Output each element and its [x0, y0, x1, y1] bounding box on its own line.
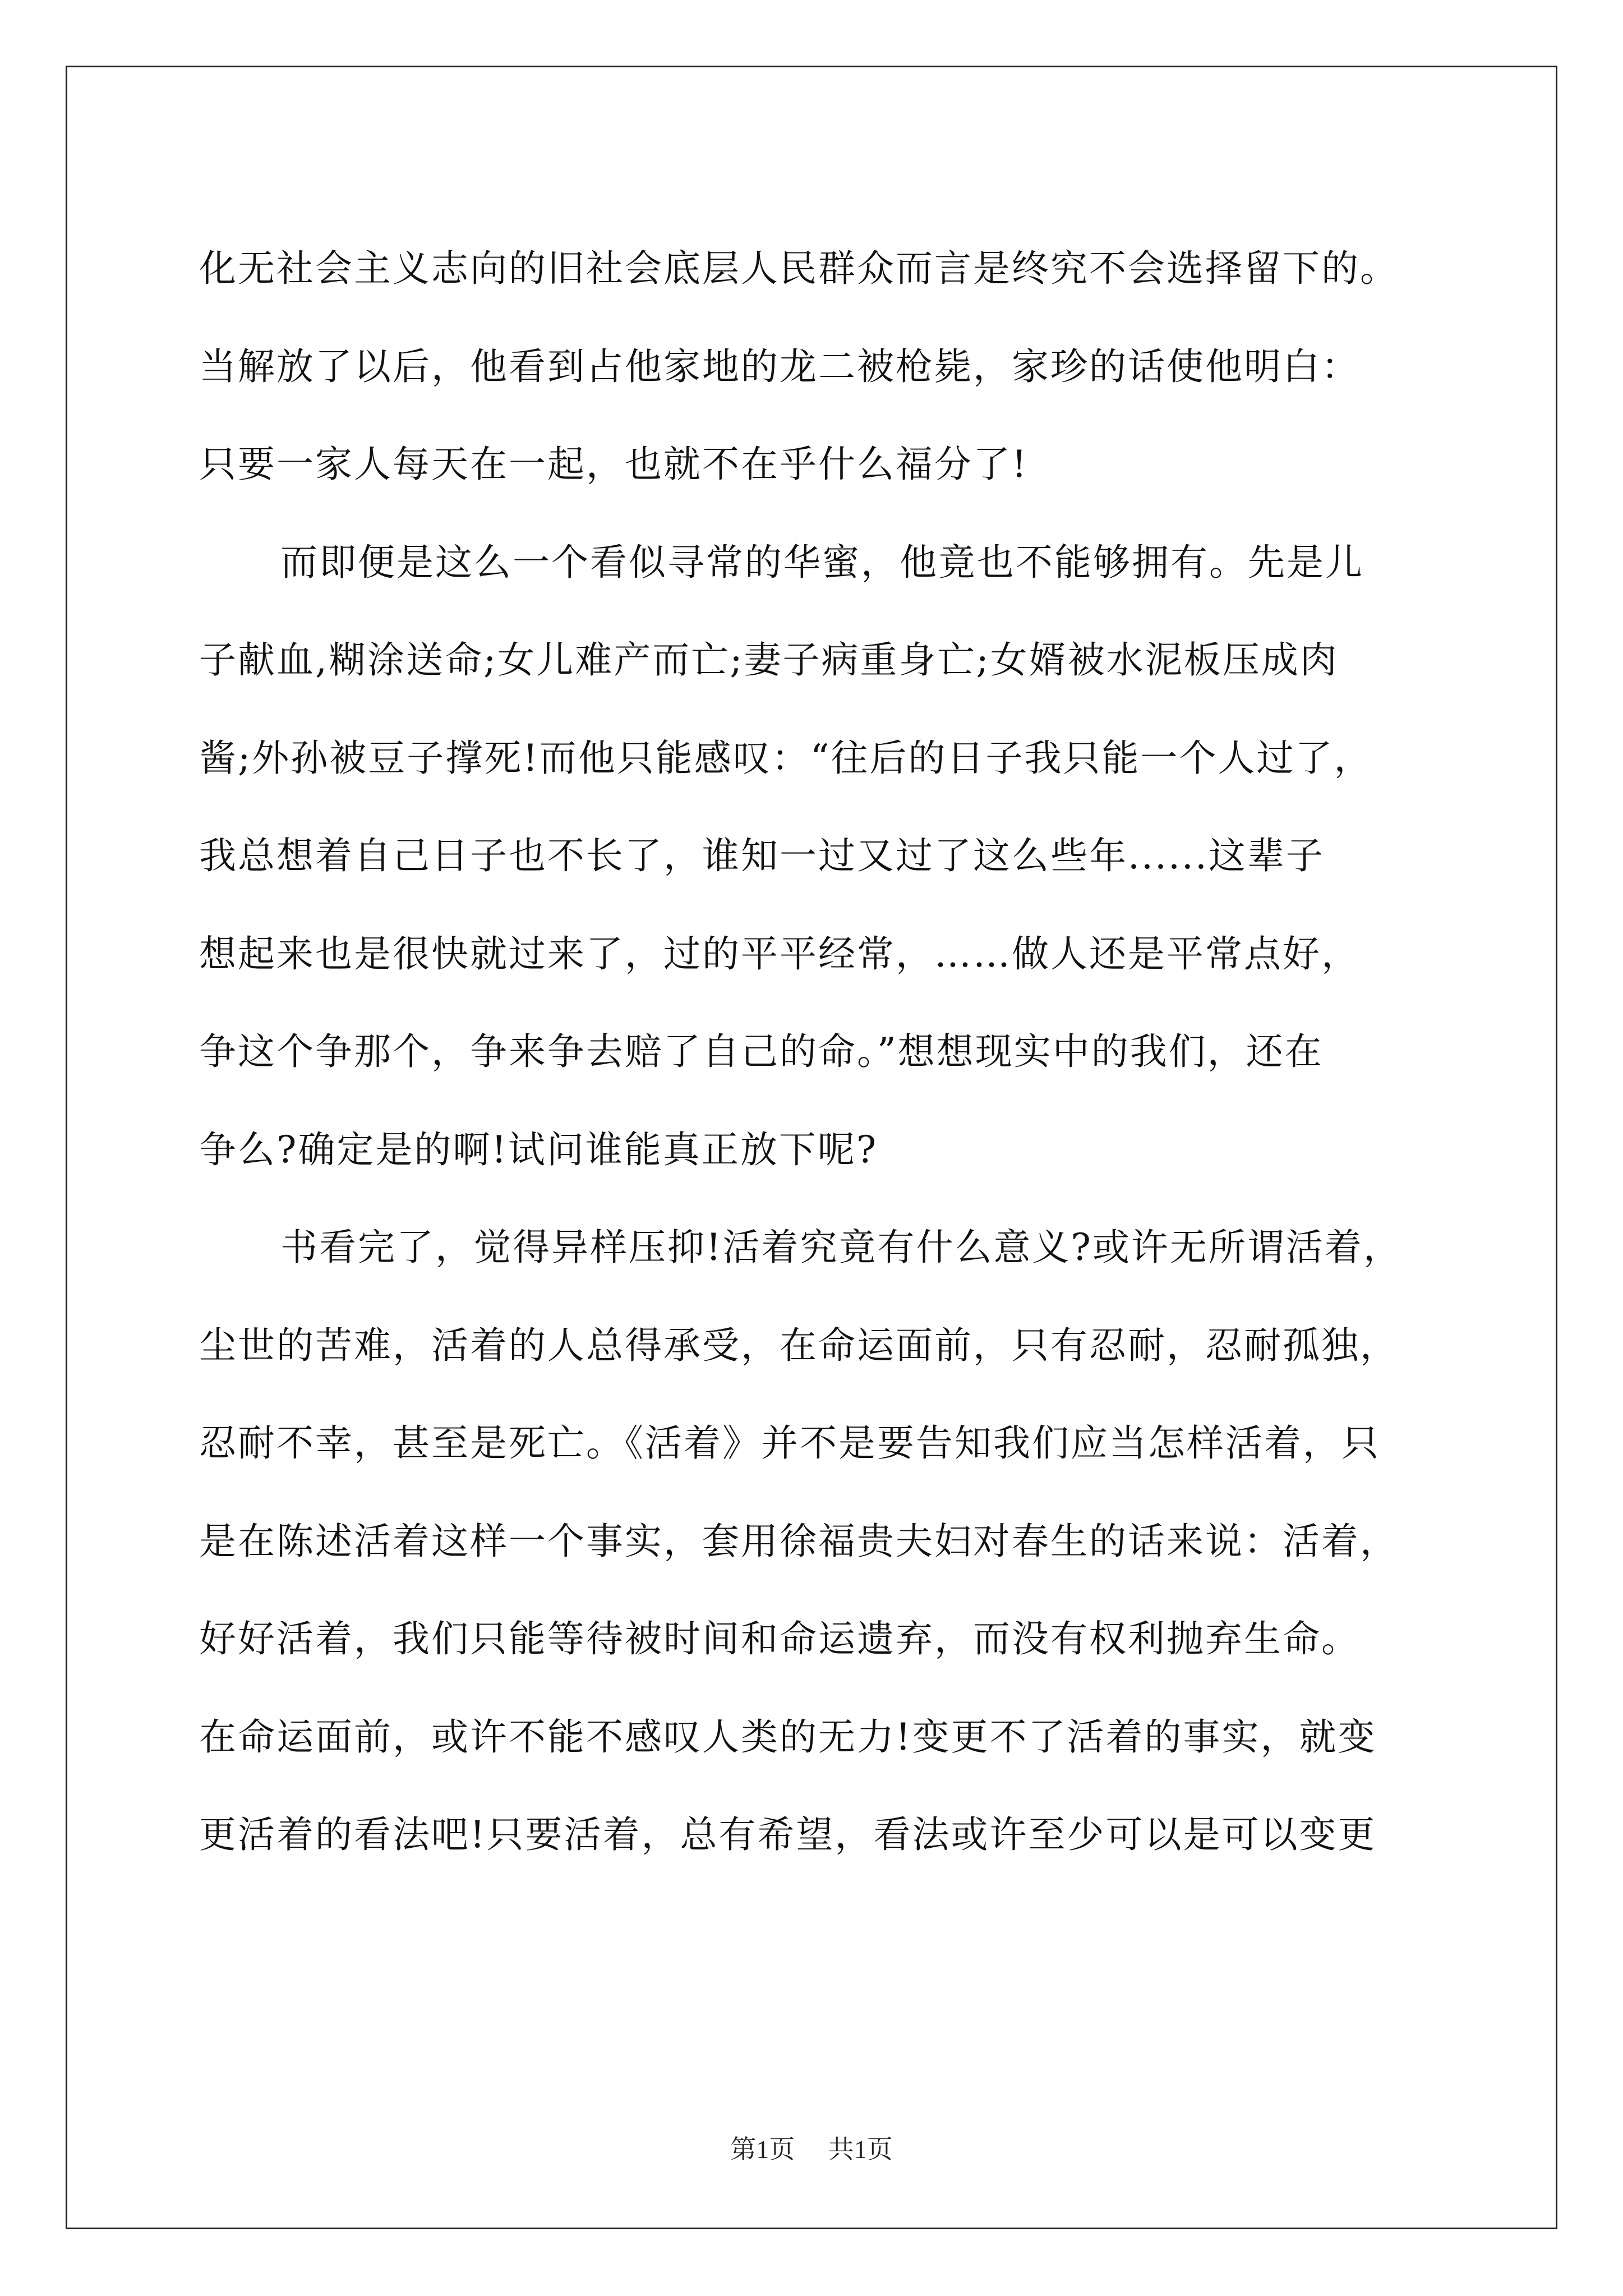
text-line: 想起来也是很快就过来了，过的平平经常，……做人还是平常点好， — [199, 932, 1360, 976]
text-line: 化无社会主义志向的旧社会底层人民群众而言是终究不会选择留下的。 — [199, 247, 1399, 290]
text-line: 争这个争那个，争来争去赔了自己的命。”想想现实中的我们，还在 — [199, 1030, 1324, 1073]
text-line: 只要一家人每天在一起，也就不在乎什么福分了! — [199, 443, 1029, 486]
text-line: 子献血,糊涂送命;女儿难产而亡;妻子病重身亡;女婿被水泥板压成肉 — [199, 638, 1339, 682]
text-line: 酱;外孙被豆子撑死!而他只能感叹：“往后的日子我只能一个人过了， — [199, 736, 1373, 780]
text-line: 当解放了以后，他看到占他家地的龙二被枪毙，家珍的话使他明白： — [199, 344, 1360, 388]
text-line: 好好活着，我们只能等待被时间和命运遗弃，而没有权利抛弃生命。 — [199, 1617, 1360, 1660]
text-line: 尘世的苦难，活着的人总得承受，在命运面前，只有忍耐，忍耐孤独， — [199, 1323, 1399, 1367]
paragraph-start-line: 而即便是这么一个看似寻常的华蜜，他竟也不能够拥有。先是儿 — [280, 540, 1364, 584]
text-line: 在命运面前，或许不能不感叹人类的无力!变更不了活着的事实，就变 — [199, 1715, 1377, 1759]
text-line: 我总想着自己日子也不长了，谁知一过又过了这么些年......这辈子 — [199, 834, 1325, 877]
document-body — [199, 220, 1433, 1884]
page-number-current: 第1页 — [730, 2135, 795, 2164]
text-line: 更活着的看法吧!只要活着，总有希望，看法或许至少可以是可以变更 — [199, 1813, 1377, 1856]
page-footer — [0, 2129, 1623, 2166]
text-line: 忍耐不幸，甚至是死亡。《活着》并不是要告知我们应当怎样活着，只 — [199, 1421, 1380, 1465]
text-line: 是在陈述活着这样一个事实，套用徐福贵夫妇对春生的话来说：活着， — [199, 1519, 1399, 1563]
text-line: 争么?确定是的啊!试问谁能真正放下呢? — [199, 1128, 878, 1171]
paragraph-start-line: 书看完了，觉得异样压抑!活着究竟有什么意义?或许无所谓活着， — [280, 1226, 1402, 1269]
page-number-total: 共1页 — [828, 2135, 893, 2164]
